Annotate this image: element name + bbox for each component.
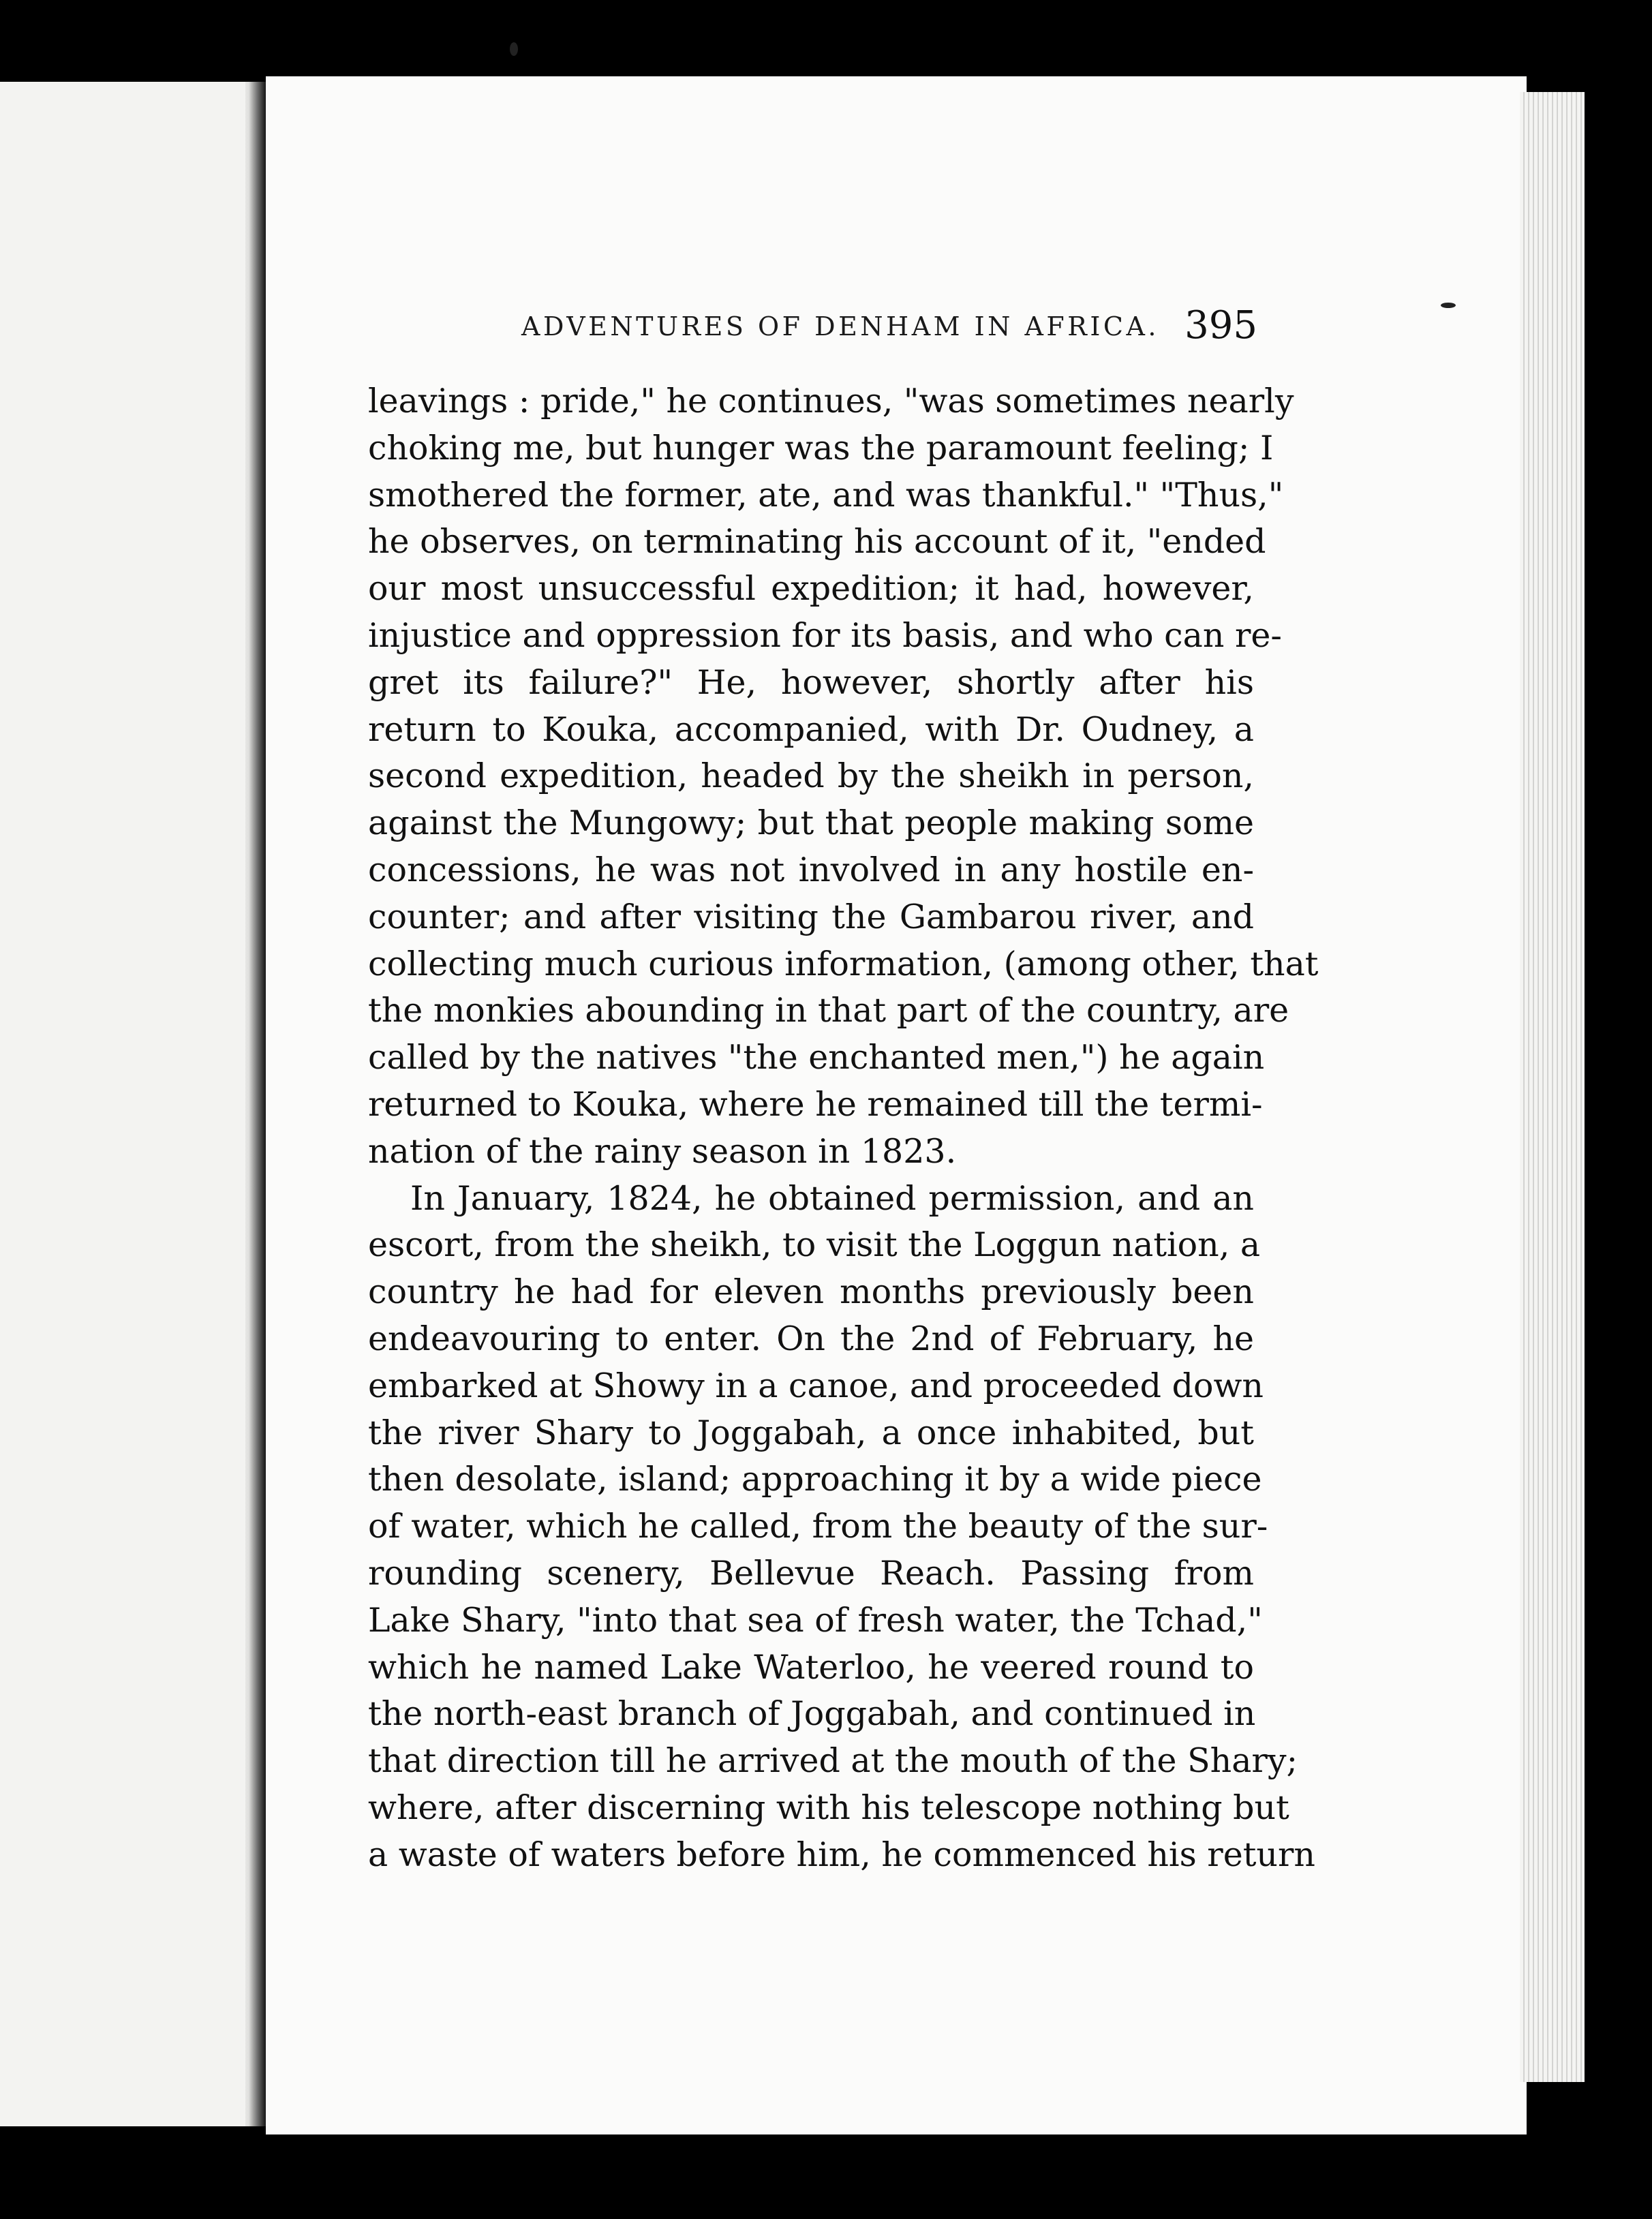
text-line: the north-east branch of Joggabah, and continued in [368,1694,1256,1734]
text-line: endeavouring to enter. On the 2nd of February, he [368,1319,1254,1358]
running-head [521,303,1257,351]
text-line: where, after discerning with his telescope nothing but [368,1788,1289,1827]
text-line: counter; and after visiting the Gambarou river, and [368,897,1254,936]
text-line: rounding scenery, Bellevue Reach. Passing from [368,1553,1254,1593]
text-line: injustice and oppression for its basis, and who can re- [368,615,1282,655]
left-page [0,82,269,2126]
text-line: the river Shary to Joggabah, a once inhabited, but [368,1413,1254,1452]
ink-speck [510,42,518,56]
text-line: leavings : pride," he continues, "was sometimes nearly [368,382,1294,420]
ink-speck [1441,303,1456,308]
text-line: country he had for eleven months previously been [368,1272,1254,1312]
text-line: a waste of waters before him, he commenced his return [368,1835,1315,1874]
text-line: concessions, he was not involved in any hostile en- [368,850,1254,889]
text-line: which he named Lake Waterloo, he veered round to [368,1647,1254,1687]
text-line: Lake Shary, "into that sea of fresh water, the Tchad," [368,1600,1263,1640]
text-line: our most unsuccessful expedition; it had, however, [368,569,1254,609]
body-text [368,378,1319,1879]
text-line: then desolate, island; approaching it by a wide piece [368,1460,1262,1499]
text-line: against the Mungowy; but that people making some [368,804,1254,843]
text-line: escort, from the sheikh, to visit the Loggun nation, a [368,1225,1261,1265]
text-line: nation of the rainy season in 1823. [368,1131,957,1171]
text-line: collecting much curious information, (among other, that [368,944,1319,983]
text-line: gret its failure?" He, however, shortly after his [368,662,1254,702]
page-edge [1520,92,1585,2082]
running-title: ADVENTURES OF DENHAM IN AFRICA. [521,311,1159,341]
page-number: 395 [1184,303,1257,348]
text-line: return to Kouka, accompanied, with Dr. Oudney, a [368,709,1254,749]
text-line: In January, 1824, he obtained permission, and an [410,1178,1254,1218]
text-line: he observes, on terminating his account of it, "ended [368,522,1266,562]
text-line: second expedition, headed by the sheikh in person, [368,756,1254,796]
text-line: the monkies abounding in that part of the country, are [368,991,1289,1030]
text-line: of water, which he called, from the beauty of the sur- [368,1507,1268,1546]
text-line: choking me, but hunger was the paramount feeling; I [368,428,1274,468]
text-line: embarked at Showy in a canoe, and proceeded down [368,1366,1264,1405]
text-line: smothered the former, ate, and was thankful." "Thus," [368,475,1284,515]
text-line: that direction till he arrived at the mouth of the Shary; [368,1741,1298,1781]
text-line: called by the natives "the enchanted men,") he again [368,1038,1265,1077]
text-line: returned to Kouka, where he remained till the termi- [368,1084,1263,1124]
page-edge-shadow [1585,89,1652,2085]
